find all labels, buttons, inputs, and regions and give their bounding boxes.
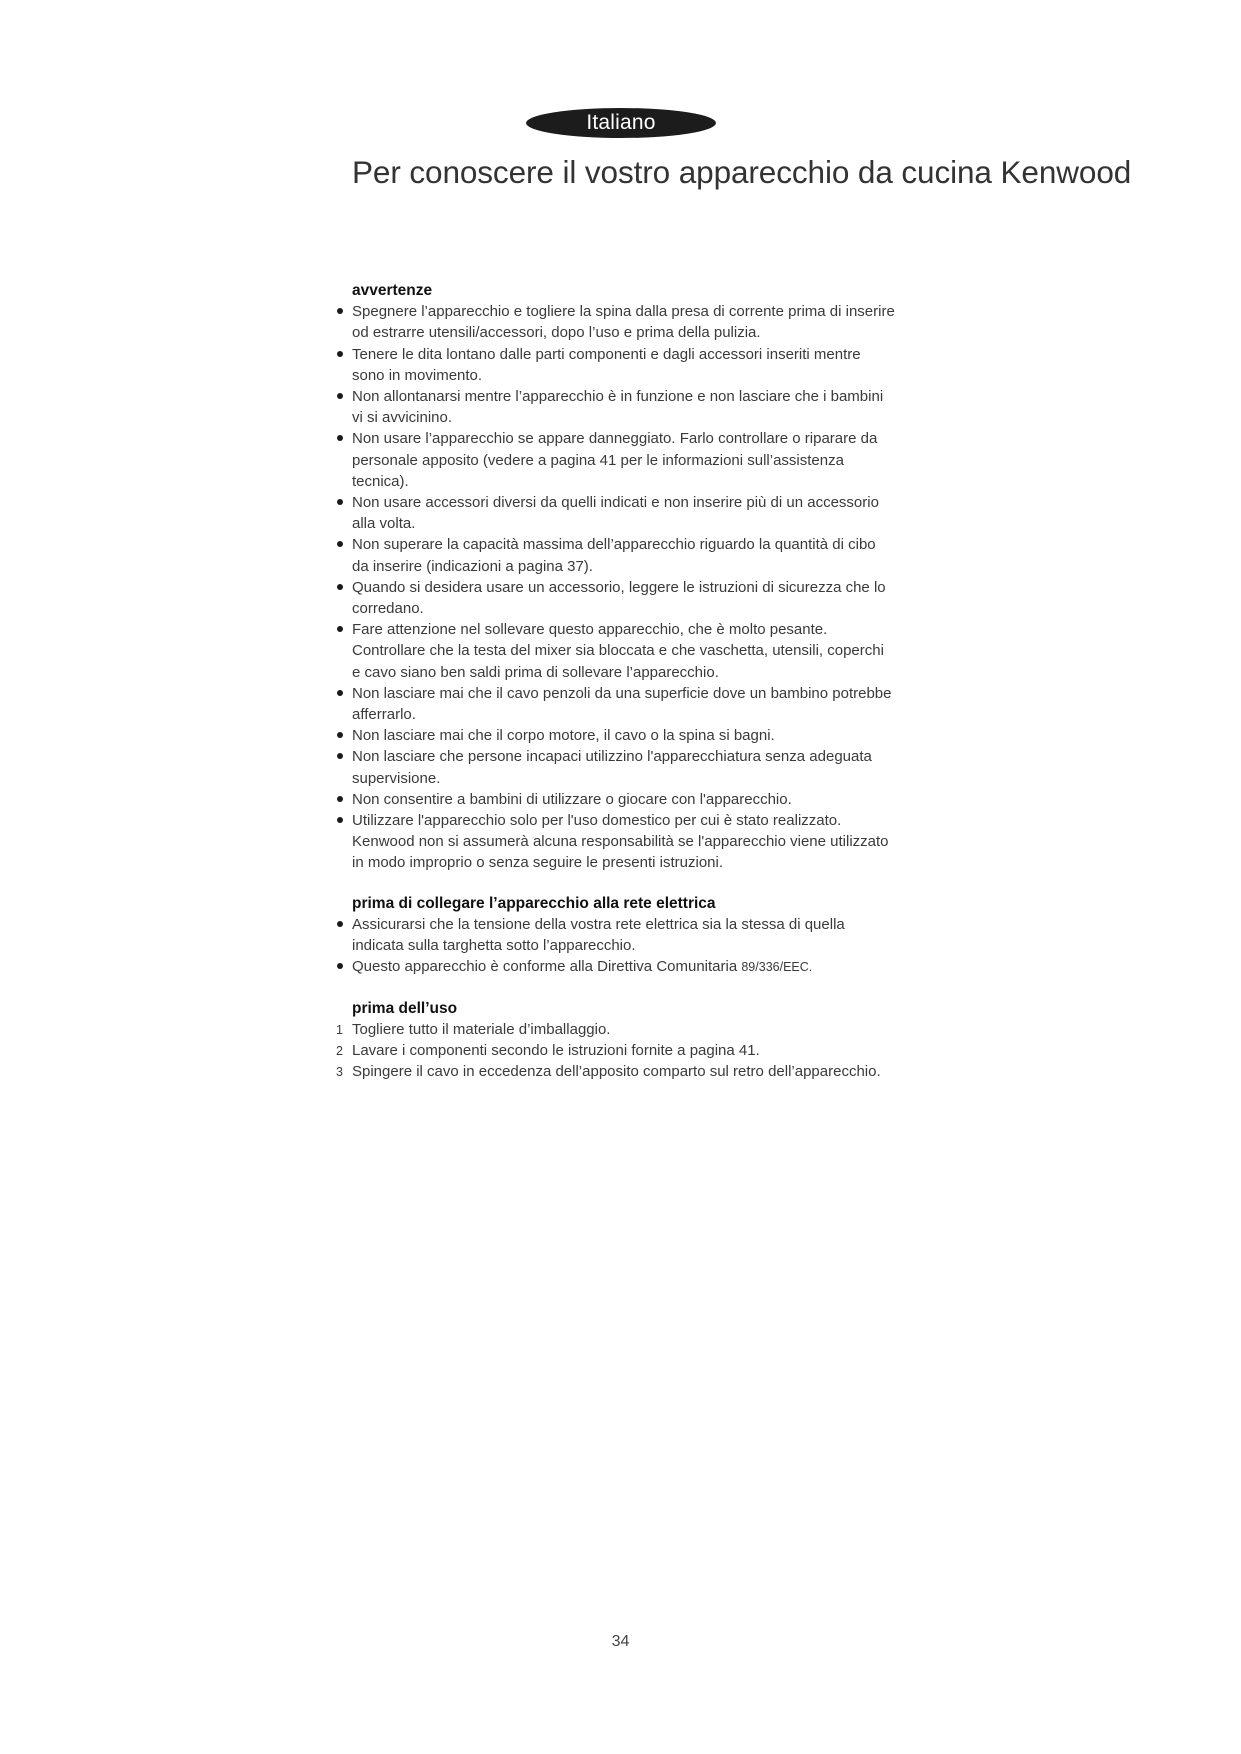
warning-text: Non usare l’apparecchio se appare danneggiato. Farlo controllare o riparare da personale apposito (vedere a pagina 41 per le informazioni sull’assistenza tecnica).: [352, 430, 878, 490]
page-number: 34: [611, 1633, 630, 1650]
warnings-heading: avvertenze: [352, 282, 433, 299]
list-item: [336, 725, 896, 746]
list-item: [336, 1061, 896, 1082]
bullet-icon: [337, 626, 343, 632]
list-item: [336, 1019, 896, 1040]
list-item: [336, 301, 896, 343]
content-body: [336, 280, 896, 1082]
bullet-icon: [337, 796, 343, 802]
bullet-icon: [337, 584, 343, 590]
warning-text: Non lasciare mai che il corpo motore, il cavo o la spina si bagni.: [352, 727, 775, 745]
step-number: 1: [336, 1022, 343, 1037]
step-number: 3: [336, 1065, 343, 1080]
list-item: [336, 619, 896, 683]
bullet-icon: [337, 499, 343, 505]
warning-text: Tenere le dita lontano dalle parti componenti e dagli accessori inseriti mentre sono in movimento.: [352, 345, 861, 384]
warning-text: Spegnere l’apparecchio e togliere la spina dalla presa di corrente prima di inserire od estrarre utensili/accessori, dopo l’uso e prima della pulizia.: [352, 303, 895, 342]
before-use-steps: [336, 1019, 896, 1083]
warning-text: Non consentire a bambini di utilizzare o giocare con l'apparecchio.: [352, 790, 792, 808]
list-item: [336, 344, 896, 386]
list-item: [336, 683, 896, 725]
bullet-icon: [337, 351, 343, 357]
bullet-icon: [337, 541, 343, 547]
before-connecting-list: [336, 914, 896, 979]
before-use-heading: prima dell’uso: [352, 999, 458, 1017]
warning-text: Non allontanarsi mentre l’apparecchio è in funzione e non lasciare che i bambini vi si avvicinino.: [352, 388, 884, 427]
list-item: [336, 577, 896, 619]
language-badge: Italiano: [526, 108, 716, 138]
step-number: 2: [336, 1043, 343, 1058]
before-connecting-heading: prima di collegare l’apparecchio alla rete elettrica: [352, 894, 716, 912]
bullet-icon: [337, 921, 343, 927]
page-title: Per conoscere il vostro apparecchio da cucina Kenwood: [352, 154, 1132, 190]
list-item: [336, 956, 896, 978]
bullet-icon: [337, 817, 343, 823]
bullet-icon: [337, 753, 343, 759]
bullet-icon: [337, 308, 343, 314]
warning-text: Non lasciare che persone incapaci utilizzino l'apparecchiatura senza adeguata supervisione.: [352, 748, 872, 787]
bullet-icon: [337, 435, 343, 441]
warning-text: Non superare la capacità massima dell’apparecchio riguardo la quantità di cibo da inserire (indicazioni a pagina 37).: [352, 536, 876, 575]
warning-text: Utilizzare l'apparecchio solo per l'uso domestico per cui è stato realizzato. Kenwood non si assumerà alcuna responsabilità se l'apparecchio viene utilizzato in modo improprio o senza seguire le presenti istruzioni.: [352, 812, 889, 872]
connecting-text: Assicurarsi che la tensione della vostra rete elettrica sia la stessa di quella indicata sulla targhetta sotto l’apparecchio.: [352, 915, 845, 955]
warnings-list: [336, 301, 896, 873]
list-item: [336, 534, 896, 576]
directive-code: 89/336/EEC.: [741, 960, 813, 975]
list-item: [336, 386, 896, 428]
warning-text: Quando si desidera usare un accessorio, leggere le istruzioni di sicurezza che lo corredano.: [352, 578, 886, 618]
bullet-icon: [337, 690, 343, 696]
step-text: Togliere tutto il materiale d’imballaggio.: [352, 1020, 611, 1038]
list-item: [336, 1040, 896, 1061]
warning-text: Fare attenzione nel sollevare questo apparecchio, che è molto pesante. Controllare che la testa del mixer sia bloccata e che vaschetta, utensili, coperchi e cavo siano ben saldi prima di sollevare l’apparecchio.: [352, 621, 884, 681]
step-text: Spingere il cavo in eccedenza dell’apposito comparto sul retro dell’apparecchio.: [352, 1063, 881, 1081]
bullet-icon: [337, 393, 343, 399]
connecting-text: Questo apparecchio è conforme alla Direttiva Comunitaria: [352, 958, 742, 976]
list-item: [336, 789, 896, 810]
warning-text: Non usare accessori diversi da quelli indicati e non inserire più di un accessorio alla volta.: [352, 494, 879, 533]
list-item: [336, 914, 896, 956]
list-item: [336, 428, 896, 492]
list-item: [336, 746, 896, 788]
bullet-icon: [337, 732, 343, 738]
list-item: [336, 492, 896, 534]
warning-text: Non lasciare mai che il cavo penzoli da una superficie dove un bambino potrebbe afferrarlo.: [352, 684, 892, 724]
bullet-icon: [337, 963, 343, 969]
step-text: Lavare i componenti secondo le istruzioni fornite a pagina 41.: [352, 1041, 760, 1059]
list-item: [336, 810, 896, 874]
